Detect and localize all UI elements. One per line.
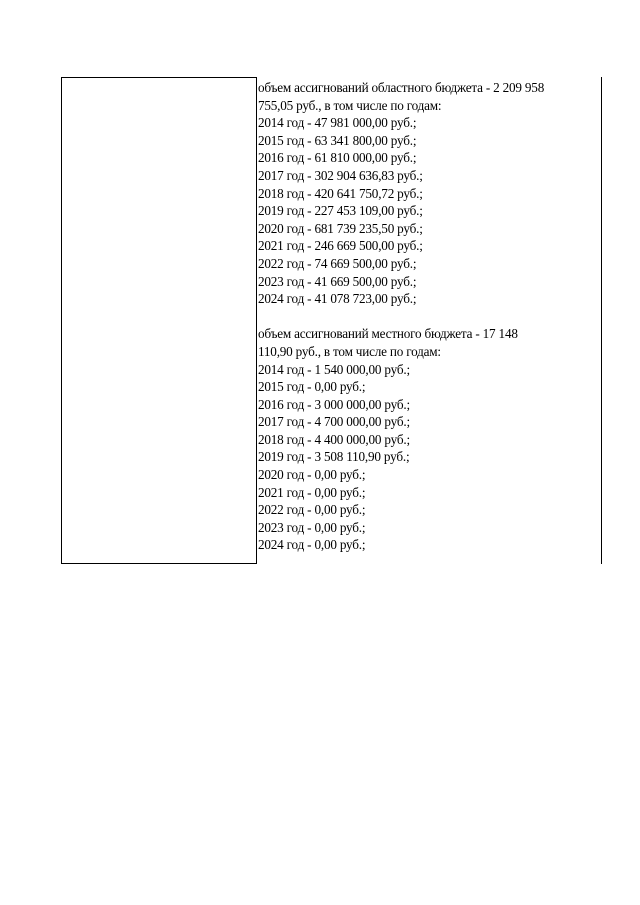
regional-year-line: 2019 год - 227 453 109,00 руб.; (258, 203, 423, 219)
local-year-line: 2016 год - 3 000 000,00 руб.; (258, 396, 410, 412)
local-year-line: 2020 год - 0,00 руб.; (258, 467, 366, 483)
regional-year-line: 2023 год - 41 669 500,00 руб.; (258, 273, 417, 289)
table-left-cell (61, 77, 257, 564)
local-year-line: 2015 год - 0,00 руб.; (258, 379, 366, 395)
regional-year-line: 2020 год - 681 739 235,50 руб.; (258, 220, 423, 236)
regional-budget-intro-cont: 755,05 руб., в том числе по годам: (258, 97, 442, 113)
local-year-line: 2024 год - 0,00 руб.; (258, 537, 366, 553)
regional-budget-intro: объем ассигнований областного бюджета - 2 209 958 (258, 80, 545, 95)
local-budget-intro-cont: 110,90 руб., в том числе по годам: (258, 343, 441, 359)
regional-year-line: 2014 год - 47 981 000,00 руб.; (258, 115, 417, 131)
local-year-line: 2021 год - 0,00 руб.; (258, 484, 366, 500)
local-year-line: 2023 год - 0,00 руб.; (258, 519, 366, 535)
local-budget-intro: объем ассигнований местного бюджета - 17 148 (258, 326, 518, 342)
local-year-line: 2014 год - 1 540 000,00 руб.; (258, 361, 410, 377)
regional-year-line: 2024 год - 41 078 723,00 руб.; (258, 291, 417, 307)
table-right-border (601, 77, 602, 564)
local-year-line: 2022 год - 0,00 руб.; (258, 502, 366, 518)
regional-year-line: 2016 год - 61 810 000,00 руб.; (258, 150, 417, 166)
regional-year-line: 2021 год - 246 669 500,00 руб.; (258, 238, 423, 254)
paragraph-spacer (258, 308, 600, 326)
local-year-line: 2017 год - 4 700 000,00 руб.; (258, 414, 410, 430)
table-right-cell (258, 79, 600, 554)
regional-year-line: 2022 год - 74 669 500,00 руб.; (258, 255, 417, 271)
regional-year-line: 2018 год - 420 641 750,72 руб.; (258, 185, 423, 201)
local-year-line: 2018 год - 4 400 000,00 руб.; (258, 431, 410, 447)
local-year-line: 2019 год - 3 508 110,90 руб.; (258, 449, 410, 465)
regional-year-line: 2015 год - 63 341 800,00 руб.; (258, 132, 417, 148)
regional-year-line: 2017 год - 302 904 636,83 руб.; (258, 167, 423, 183)
